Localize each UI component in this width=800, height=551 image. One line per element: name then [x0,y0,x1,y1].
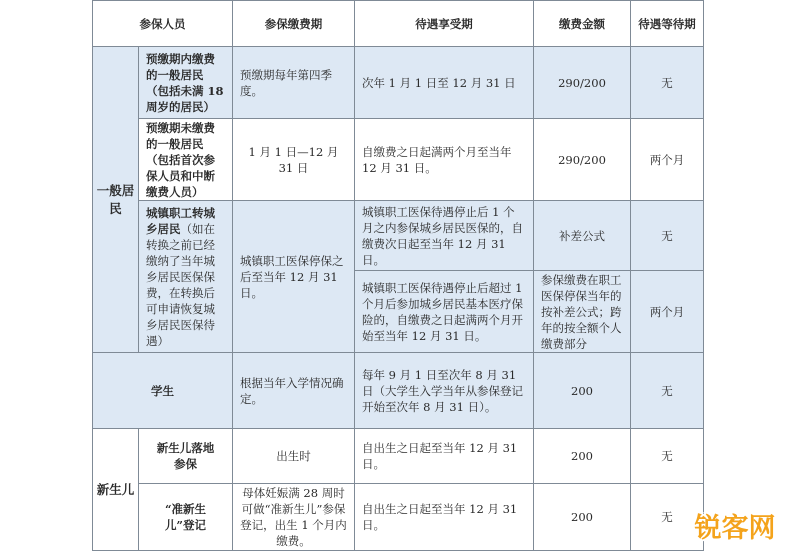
group-newborn: 新生儿 [93,429,139,551]
header-period: 参保缴费期 [233,1,355,47]
student-waiting: 无 [631,353,704,429]
row1-benefit: 次年 1 月 1 日至 12 月 31 日 [355,47,534,119]
row3b-waiting: 两个月 [631,271,704,353]
row3b-amount: 参保缴费在职工医保停保当年的按补差公式；跨年的按全额个人缴费部分 [534,271,631,353]
row3-period: 城镇职工医保停保之后至当年 12 月 31 日。 [233,201,355,353]
header-amount: 缴费金额 [534,1,631,47]
newborn2-benefit: 自出生之日起至当年 12 月 31 日。 [355,484,534,551]
row3-insured-note: （如在转换之前已经缴纳了当年城乡居民医保保费，在转换后可申请恢复城乡居民医保待遇） [146,221,215,348]
site-watermark: 锐客网 [694,512,776,544]
student-benefit: 每年 9 月 1 日至次年 8 月 31 日（大学生入学当年从参保登记开始至次年 8 月 31 日）。 [355,353,534,429]
newborn1-benefit: 自出生之日起至当年 12 月 31 日。 [355,429,534,484]
newborn1-amount: 200 [534,429,631,484]
row3b-benefit: 城镇职工医保待遇停止后超过 1 个月后参加城乡居民基本医疗保险的，自缴费之日起满两个月开始至当年 12 月 31 日。 [355,271,534,353]
group-general-residents: 一般居民 [93,47,139,353]
student-amount: 200 [534,353,631,429]
row2-insured: 预缴期未缴费的一般居民（包括首次参保人员和中断缴费人员） [139,119,233,201]
row1-waiting: 无 [631,47,704,119]
newborn1-period: 出生时 [233,429,355,484]
header-insured: 参保人员 [93,1,233,47]
row1-amount: 290/200 [534,47,631,119]
row3-insured [139,201,233,353]
newborn2-amount: 200 [534,484,631,551]
row3-insured-title: 城镇职工转城乡居民 [146,205,215,236]
newborn2-waiting: 无 [631,484,704,551]
header-benefit: 待遇享受期 [355,1,534,47]
header-waiting: 待遇等待期 [631,1,704,47]
student-period: 根据当年入学情况确定。 [233,353,355,429]
row2-benefit: 自缴费之日起满两个月至当年 12 月 31 日。 [355,119,534,201]
row2-period: 1 月 1 日—12 月 31 日 [233,119,355,201]
insurance-table [92,0,704,551]
row2-waiting: 两个月 [631,119,704,201]
row1-period: 预缴期每年第四季度。 [233,47,355,119]
row3a-waiting: 无 [631,201,704,271]
row1-insured: 预缴期内缴费的一般居民（包括未满 18 周岁的居民） [139,47,233,119]
newborn2-period: 母体妊娠满 28 周时可做“准新生儿”参保登记，出生 1 个月内缴费。 [233,484,355,551]
newborn1-insured: 新生儿落地参保 [139,429,233,484]
student-insured: 学生 [93,353,233,429]
row3a-benefit: 城镇职工医保待遇停止后 1 个月之内参保城乡居民医保的，自缴费次日起至当年 12 月 31 日。 [355,201,534,271]
newborn1-waiting: 无 [631,429,704,484]
row3a-amount: 补差公式 [534,201,631,271]
row2-amount: 290/200 [534,119,631,201]
newborn2-insured: “准新生儿”登记 [139,484,233,551]
